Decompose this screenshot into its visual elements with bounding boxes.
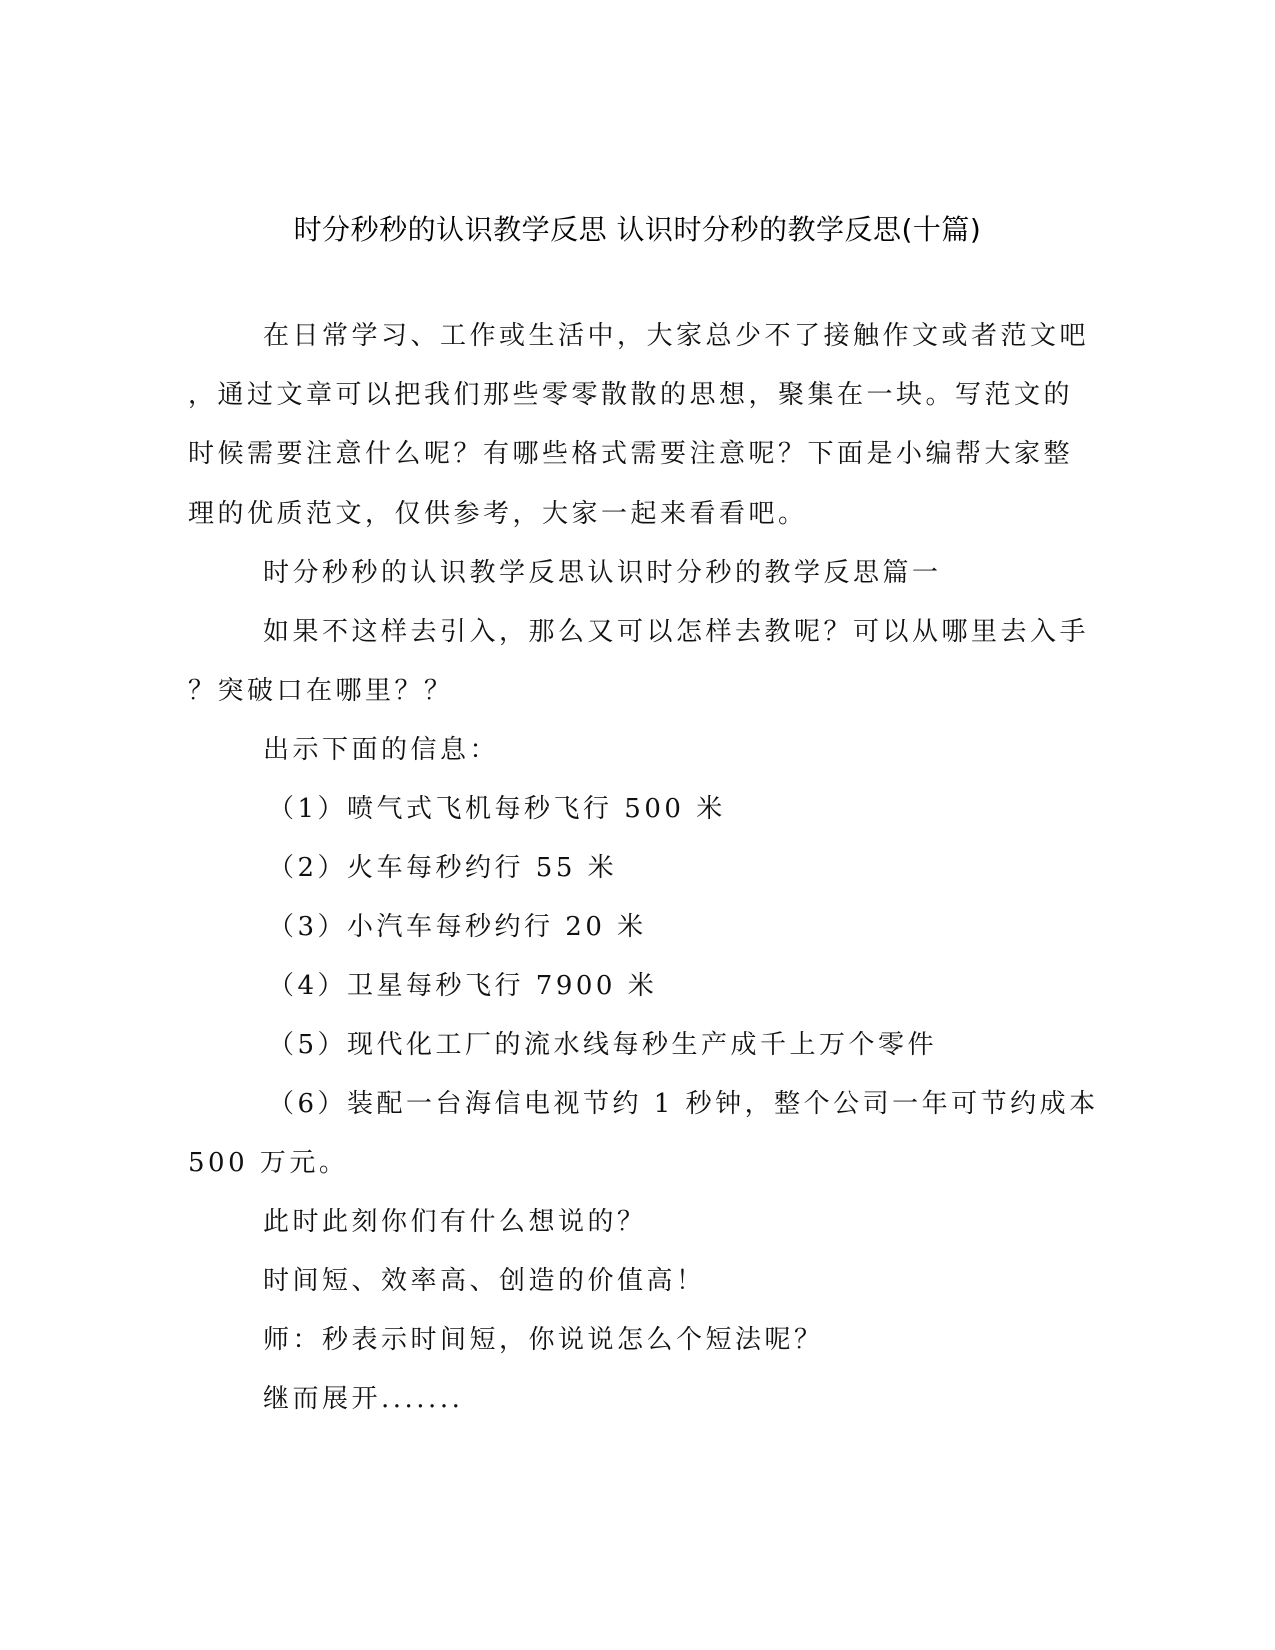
paragraph-line: 师：秒表示时间短，你说说怎么个短法呢？ [263, 1325, 824, 1355]
paragraph-line: ？突破口在哪里？？ [188, 676, 454, 706]
list-item: （2）火车每秒约行 55 米 [268, 853, 618, 883]
paragraph-line: 500 万元。 [188, 1148, 349, 1178]
paragraph-line: 如果不这样去引入，那么又可以怎样去教呢？可以从哪里去入手 [263, 617, 1090, 647]
paragraph-line: 继而展开....... [263, 1384, 464, 1414]
paragraph-line: 理的优质范文，仅供参考，大家一起来看看吧。 [188, 499, 808, 529]
paragraph-line: 在日常学习、工作或生活中，大家总少不了接触作文或者范文吧 [263, 321, 1090, 351]
section-heading: 时分秒秒的认识教学反思认识时分秒的教学反思篇一 [263, 558, 942, 588]
document-title: 时分秒秒的认识教学反思 认识时分秒的教学反思(十篇) [293, 213, 982, 246]
paragraph-line: ，通过文章可以把我们那些零零散散的思想，聚集在一块。写范文的 [188, 380, 1074, 410]
list-item: （1）喷气式飞机每秒飞行 500 米 [268, 794, 726, 824]
paragraph-line: 出示下面的信息： [263, 735, 500, 765]
list-item: （4）卫星每秒飞行 7900 米 [268, 971, 658, 1001]
list-item: （5）现代化工厂的流水线每秒生产成千上万个零件 [268, 1030, 938, 1060]
list-item: （3）小汽车每秒约行 20 米 [268, 912, 647, 942]
paragraph-line: 此时此刻你们有什么想说的？ [263, 1207, 647, 1237]
paragraph-line: 时候需要注意什么呢？有哪些格式需要注意呢？下面是小编帮大家整 [188, 439, 1074, 469]
list-item: （6）装配一台海信电视节约 1 秒钟，整个公司一年可节约成本 [268, 1089, 1099, 1119]
paragraph-line: 时间短、效率高、创造的价值高！ [263, 1266, 706, 1296]
